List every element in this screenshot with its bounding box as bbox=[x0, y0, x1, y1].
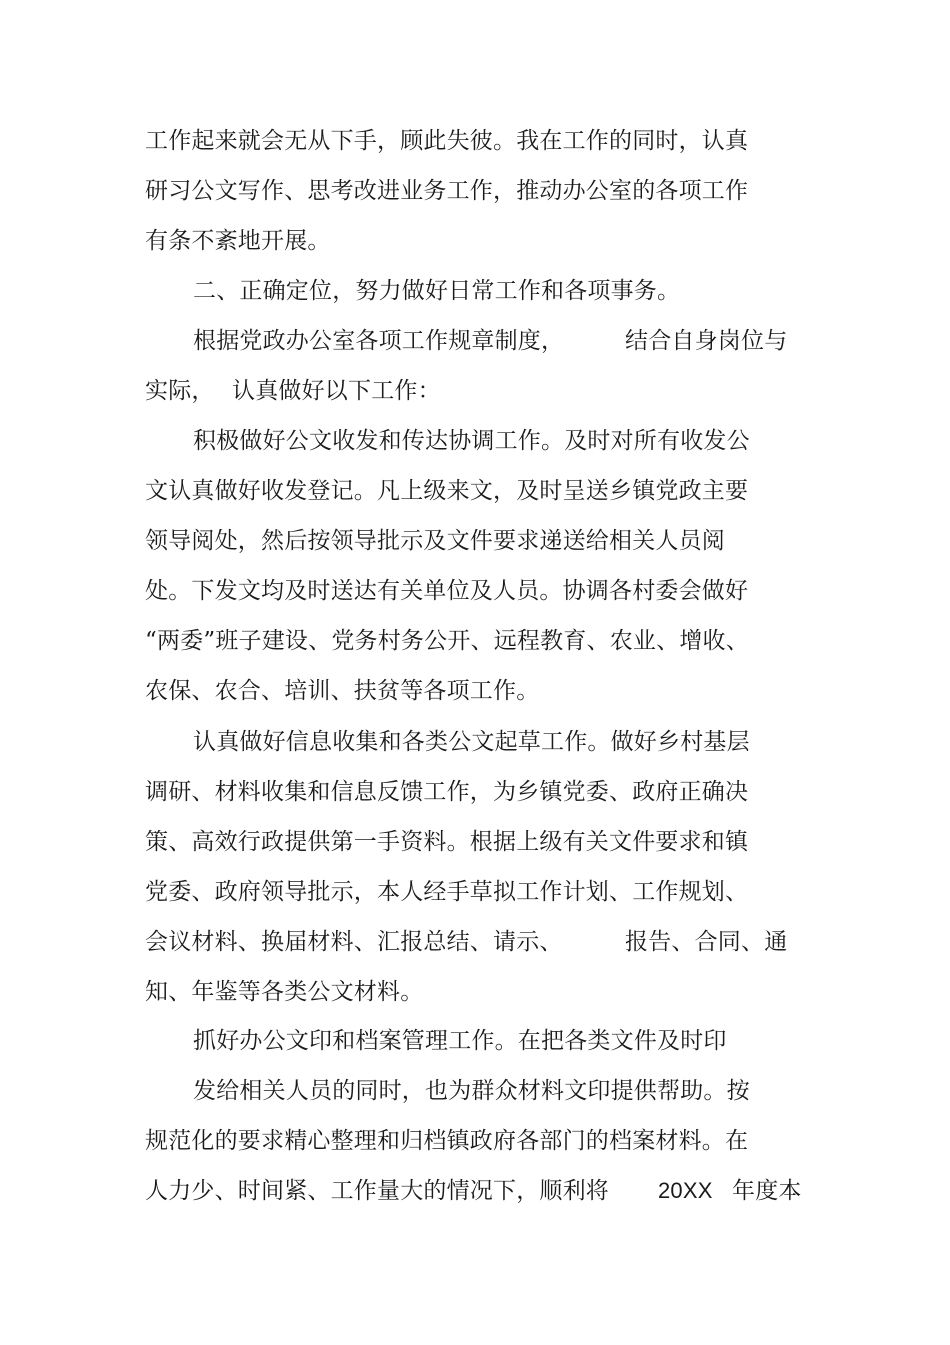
text-line-6b: 认真做好以下工作： bbox=[232, 378, 441, 404]
text-line-17b: 报告、合同、通 bbox=[625, 929, 788, 955]
text-line-12: 农保、农合、培训、扶贫等各项工作。 bbox=[145, 678, 540, 704]
text-line-22a: 人力少、时间紧、工作量大的情况下，顺利将 bbox=[145, 1178, 609, 1204]
text-line-9: 领导阅处，然后按领导批示及文件要求递送给相关人员阅 bbox=[145, 528, 725, 554]
text-line-21: 规范化的要求精心整理和归档镇政府各部门的档案材料。在 bbox=[145, 1128, 749, 1154]
text-line-7: 积极做好公文收发和传达协调工作。及时对所有收发公 bbox=[193, 428, 750, 454]
text-line-22c: 年度本 bbox=[732, 1178, 802, 1204]
text-line-20: 发给相关人员的同时，也为群众材料文印提供帮助。按 bbox=[193, 1078, 750, 1104]
text-line-2: 研习公文写作、思考改进业务工作，推动办公室的各项工作 bbox=[145, 178, 749, 204]
text-line-5a: 根据党政办公室各项工作规章制度， bbox=[193, 328, 565, 354]
text-line-13: 认真做好信息收集和各类公文起草工作。做好乡村基层 bbox=[193, 729, 750, 755]
text-line-17a: 会议材料、换届材料、汇报总结、请示、 bbox=[145, 929, 563, 955]
text-line-15: 策、高效行政提供第一手资料。根据上级有关文件要求和镇 bbox=[145, 829, 749, 855]
text-line-22b: 20XX bbox=[658, 1178, 713, 1203]
text-line-5b: 结合自身岗位与 bbox=[625, 328, 788, 354]
text-line-1: 工作起来就会无从下手，顾此失彼。我在工作的同时，认真 bbox=[145, 128, 749, 154]
text-line-3: 有条不紊地开展。 bbox=[145, 228, 331, 254]
text-line-14: 调研、材料收集和信息反馈工作，为乡镇党委、政府正确决 bbox=[145, 779, 749, 805]
text-line-10: 处。下发文均及时送达有关单位及人员。协调各村委会做好 bbox=[145, 578, 749, 604]
text-line-6a: 实际， bbox=[145, 378, 215, 404]
text-line-16: 党委、政府领导批示，本人经手草拟工作计划、工作规划、 bbox=[145, 879, 749, 905]
text-line-8: 文认真做好收发登记。凡上级来文，及时呈送乡镇党政主要 bbox=[145, 478, 749, 504]
text-line-11: “两委”班子建设、党务村务公开、远程教育、农业、增收、 bbox=[145, 628, 749, 654]
section-heading: 二、正确定位，努力做好日常工作和各项事务。 bbox=[193, 278, 681, 304]
text-line-19: 抓好办公文印和档案管理工作。在把各类文件及时印 bbox=[193, 1028, 727, 1054]
text-line-18: 知、年鉴等各类公文材料。 bbox=[145, 979, 424, 1005]
